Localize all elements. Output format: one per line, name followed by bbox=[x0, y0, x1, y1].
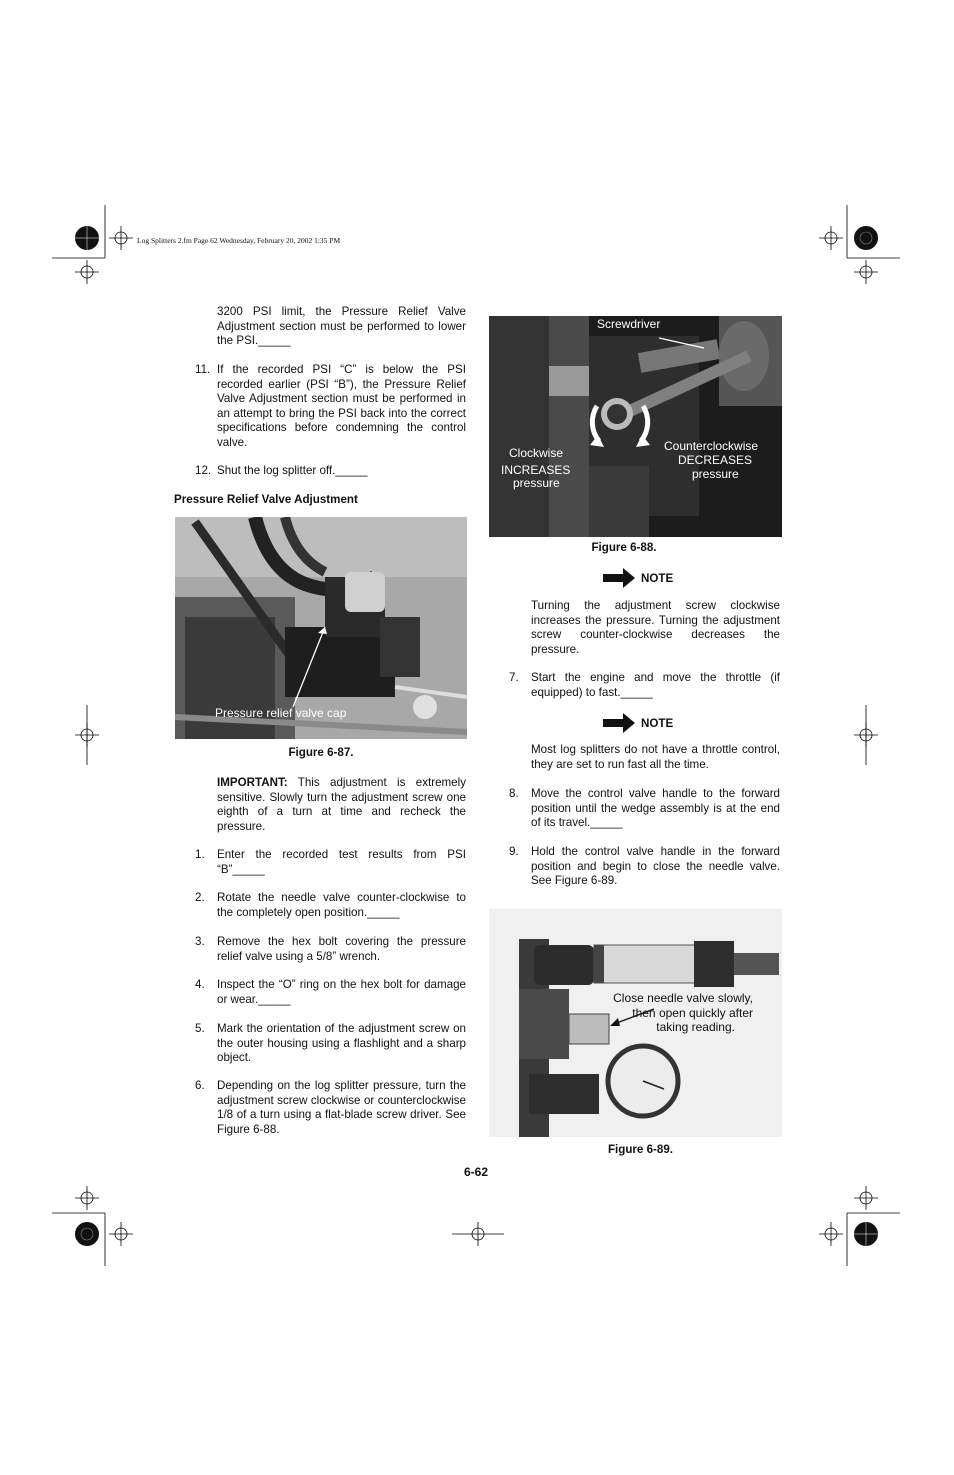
file-stamp: Log Splitters 2.fm Page 62 Wednesday, February 20, 2002 1:35 PM bbox=[137, 236, 341, 245]
figure-6-87-caption: Figure 6-87. bbox=[288, 746, 354, 759]
important-label: IMPORTANT: bbox=[217, 776, 288, 789]
step-5-number: 5. bbox=[195, 1022, 205, 1035]
pressure-left-label: pressure bbox=[513, 476, 560, 490]
step-2-number: 2. bbox=[195, 891, 205, 904]
step-7-number: 7. bbox=[509, 671, 519, 684]
increases-label: INCREASES bbox=[501, 463, 571, 477]
figure-6-88-photo bbox=[489, 316, 782, 537]
important-text: This adjustment is extremely sensitive. Slowly turn the adjustment screw one eighth of a turn at time and recheck the pressure. bbox=[217, 776, 466, 833]
step-9-text: Hold the control valve handle in the forward position and begin to close the needle valve. See Figure 6-89. bbox=[531, 845, 780, 888]
note-1-label: NOTE bbox=[641, 571, 674, 585]
page-number: 6-62 bbox=[464, 1165, 489, 1179]
step-3-number: 3. bbox=[195, 935, 205, 948]
note-2 bbox=[603, 713, 673, 733]
step-3-text: Remove the hex bolt covering the pressure relief valve using a 5/8” wrench. bbox=[217, 935, 466, 963]
figure-6-89-photo bbox=[489, 909, 782, 1137]
note-1-text: Turning the adjustment screw clockwise increases the pressure. Turning the adjustment screw counter-clockwise decreases the pressure. bbox=[531, 599, 780, 656]
clockwise-label: Clockwise bbox=[509, 446, 564, 460]
step-8-text: Move the control valve handle to the forward position until the wedge assembly is at the end of its travel._____ bbox=[531, 787, 780, 830]
step-1-text: Enter the recorded test results from PSI “B”_____ bbox=[217, 848, 466, 876]
step-11-number: 11. bbox=[195, 363, 211, 376]
screwdriver-label: Screwdriver bbox=[597, 317, 661, 331]
step-9-number: 9. bbox=[509, 845, 519, 858]
step-7-text: Start the engine and move the throttle (if equipped) to fast._____ bbox=[531, 671, 780, 699]
figure-6-87-photo bbox=[175, 517, 467, 739]
step-12-text: Shut the log splitter off._____ bbox=[217, 464, 368, 477]
continued-paragraph: 3200 PSI limit, the Pressure Relief Valve Adjustment section must be performed to lower the PSI._____ bbox=[217, 305, 466, 348]
label-line-3: taking reading. bbox=[656, 1020, 735, 1034]
step-11-text: If the recorded PSI “C” is below the PSI recorded earlier (PSI “B”), the Pressure Relief Valve Adjustment section must be performed in an attempt to bring the PSI back into the correct specifications before condemning the control valve. bbox=[217, 363, 466, 449]
figure-6-88-caption: Figure 6-88. bbox=[591, 541, 657, 554]
figure-6-87-label: Pressure relief valve cap bbox=[215, 706, 347, 720]
step-6-text: Depending on the log splitter pressure, turn the adjustment screw clockwise or counterclockwise 1/8 of a turn using a flat-blade screw driver. See Figure 6-88. bbox=[217, 1079, 466, 1136]
label-line-1: Close needle valve slowly, bbox=[613, 991, 753, 1005]
step-2-text: Rotate the needle valve counter-clockwise to the completely open position._____ bbox=[217, 891, 466, 919]
step-1-number: 1. bbox=[195, 848, 205, 861]
note-1 bbox=[603, 568, 673, 588]
figure-6-89-label bbox=[611, 991, 753, 1035]
important-note bbox=[217, 776, 466, 834]
step-8-number: 8. bbox=[509, 787, 519, 800]
decreases-label: DECREASES bbox=[678, 453, 753, 467]
section-title: Pressure Relief Valve Adjustment bbox=[174, 493, 358, 506]
step-4-text: Inspect the “O” ring on the hex bolt for damage or wear._____ bbox=[217, 978, 466, 1006]
note-2-label: NOTE bbox=[641, 716, 674, 730]
label-line-2: then open quickly after bbox=[632, 1005, 753, 1020]
counterclockwise-label: Counterclockwise bbox=[664, 439, 759, 453]
step-6-number: 6. bbox=[195, 1079, 205, 1092]
note-2-text: Most log splitters do not have a throttle control, they are set to run fast all the time. bbox=[531, 743, 780, 771]
step-12-number: 12. bbox=[195, 464, 212, 477]
figure-6-89-caption: Figure 6-89. bbox=[607, 1143, 674, 1156]
step-5-text: Mark the orientation of the adjustment screw on the outer housing using a flashlight and a sharp object. bbox=[217, 1022, 466, 1065]
note-arrow-icon bbox=[603, 713, 635, 733]
step-4-number: 4. bbox=[195, 978, 205, 991]
note-arrow-icon bbox=[603, 568, 635, 588]
pressure-right-label: pressure bbox=[692, 467, 739, 481]
